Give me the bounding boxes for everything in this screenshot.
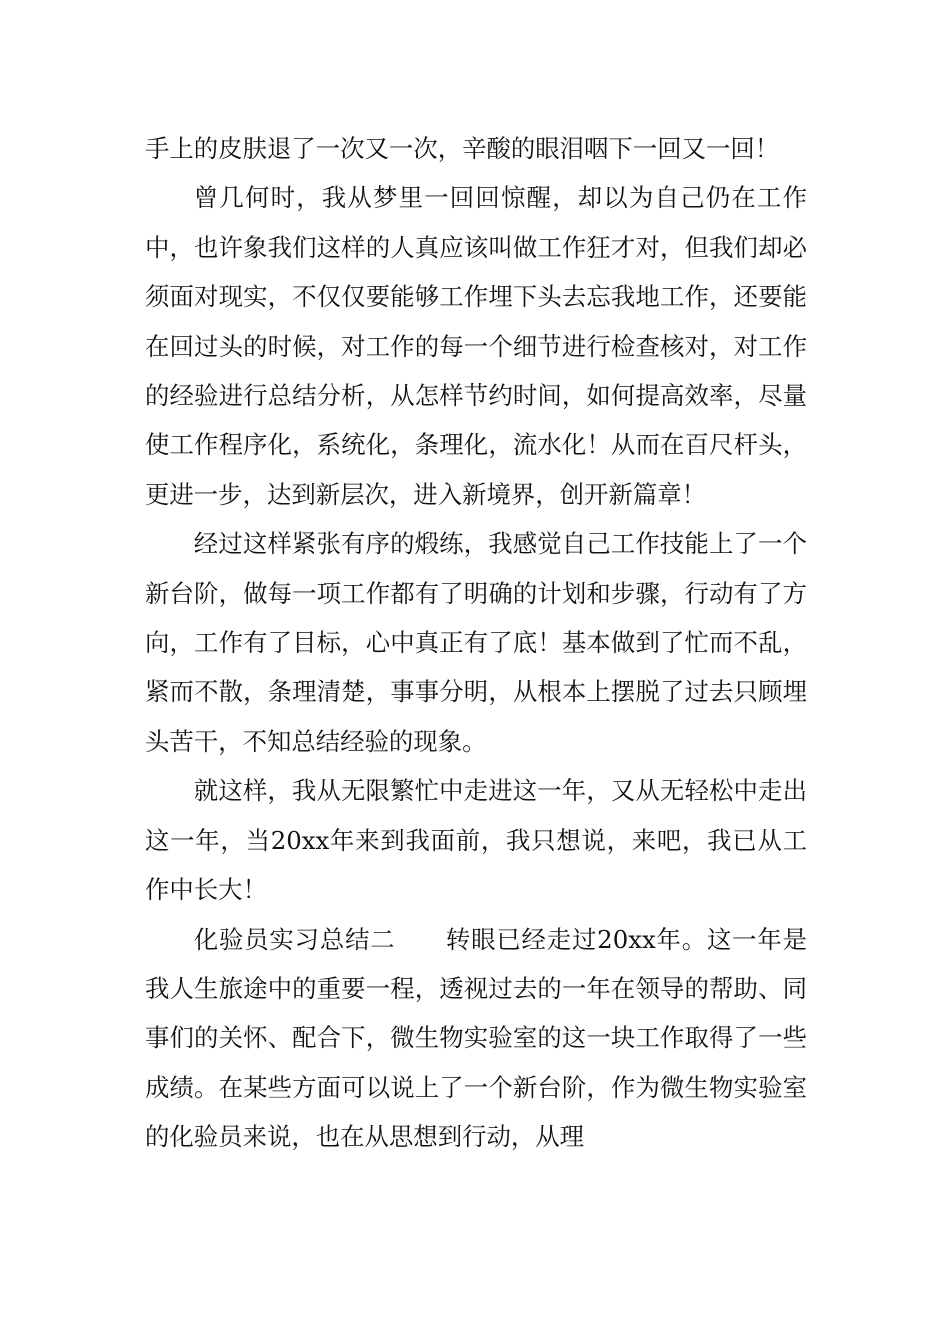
paragraph-2: 曾几何时，我从梦里一回回惊醒，却以为自己仍在工作中，也许象我们这样的人真应该叫做工作狂才对，但我们却必须面对现实，不仅仅要能够工作埋下头去忘我地工作，还要能在回过头的时候，对工作的每一个细节进行检查核对，对工作的经验进行总结分析，从怎样节约时间，如何提高效率，尽量使工作程序化，系统化，条理化，流水化！从而在百尺杆头，更进一步，达到新层次，进入新境界，创开新篇章！ [145, 183, 807, 509]
paragraph-3: 经过这样紧张有序的煅练，我感觉自己工作技能上了一个新台阶，做每一项工作都有了明确的计划和步骤，行动有了方向，工作有了目标，心中真正有了底！基本做到了忙而不乱，紧而不散，条理清楚，事事分明，从根本上摆脱了过去只顾埋头苦干，不知总结经验的现象。 [145, 529, 807, 756]
paragraph-1: 手上的皮肤退了一次又一次，辛酸的眼泪咽下一回又一回！ [145, 134, 780, 163]
paragraph-4: 就这样，我从无限繁忙中走进这一年，又从无轻松中走出这一年，当20xx年来到我面前，我只想说，来吧，我已从工作中长大！ [145, 776, 807, 905]
paragraph-5: 化验员实习总结二 转眼已经走过20xx年。这一年是我人生旅途中的重要一程，透视过去的一年在领导的帮助、同事们的关怀、配合下，微生物实验室的这一块工作取得了一些成绩。在某些方面可以说上了一个新台阶，作为微生物实验室的化验员来说，也在从思想到行动，从理 [145, 924, 807, 1152]
document-body [145, 124, 807, 1162]
